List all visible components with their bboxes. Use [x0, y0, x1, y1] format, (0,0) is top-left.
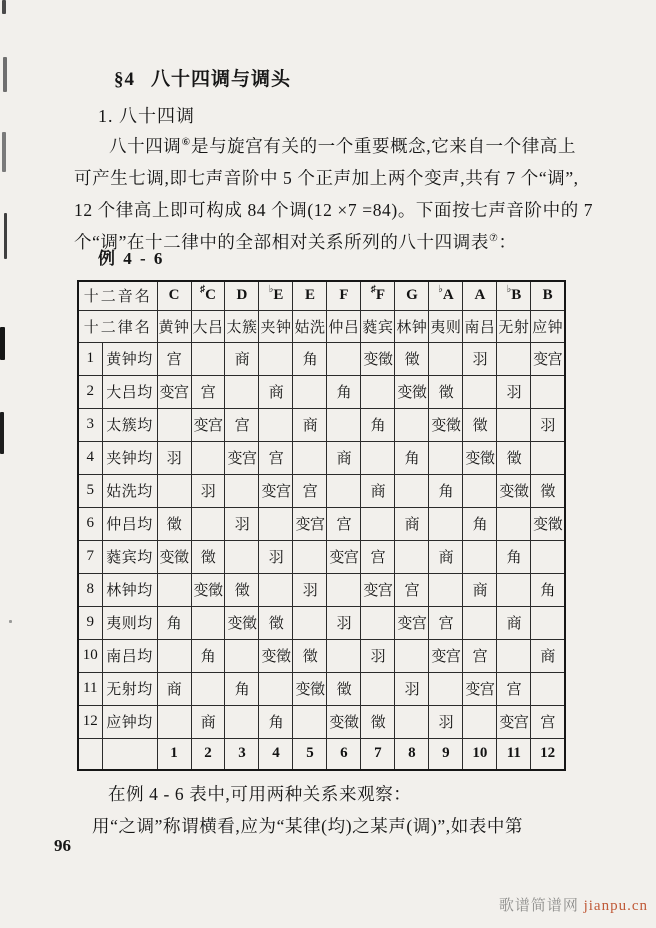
tone-cell: 变宫: [395, 606, 429, 639]
watermark-site-name: 歌谱简谱网: [498, 898, 579, 914]
tone-cell: [531, 672, 565, 705]
scan-artifact: [0, 412, 4, 454]
tone-cell: [259, 573, 293, 606]
lv-name-cell: 夷则均: [102, 606, 157, 639]
tone-cell: [361, 375, 395, 408]
pitch-name-cell: F: [327, 281, 361, 310]
lv-row: [78, 672, 565, 705]
tone-cell: 变宫: [293, 507, 327, 540]
lv-name-cell: 夹钟均: [102, 441, 157, 474]
tone-cell: [259, 507, 293, 540]
lv-name-cell: 太簇均: [102, 408, 157, 441]
lv-name-header-cell: 无射: [497, 310, 531, 342]
tone-cell: 宫: [497, 672, 531, 705]
tone-cell: 角: [463, 507, 497, 540]
tone-cell: 变宫: [259, 474, 293, 507]
tone-cell: 变徵: [395, 375, 429, 408]
footer-number-cell: 7: [361, 738, 395, 770]
footer-number-cell: 5: [293, 738, 327, 770]
scan-artifact: [2, 0, 6, 14]
tone-cell: [157, 705, 191, 738]
row-number-cell: 12: [78, 705, 102, 738]
tone-cell: [157, 474, 191, 507]
lv-row: [78, 639, 565, 672]
paragraph-line: 12 个律高上即可构成 84 个调(12 ×7 =84)。下面按七声音阶中的 7: [74, 200, 594, 220]
watermark: [499, 894, 648, 915]
pitch-name-cell: ♭E: [259, 281, 293, 310]
row-number-cell: 9: [78, 606, 102, 639]
lv-name-header-cell: 蕤宾: [361, 310, 395, 342]
lv-row: [78, 540, 565, 573]
example-label: 例 4 - 6: [98, 249, 165, 268]
tone-cell: [225, 639, 259, 672]
row-number-cell: 4: [78, 441, 102, 474]
tone-cell: 变徵: [157, 540, 191, 573]
lv-name-header-cell: 大吕: [191, 310, 225, 342]
lv-name-header-cell: 南吕: [463, 310, 497, 342]
tone-cell: 变宫: [191, 408, 225, 441]
tone-cell: 商: [361, 474, 395, 507]
tone-cell: 宫: [361, 540, 395, 573]
tone-cell: 变宫: [497, 705, 531, 738]
section-heading: [114, 64, 291, 91]
pitch-names-row: [78, 281, 565, 310]
tone-cell: [531, 441, 565, 474]
tone-cell: [395, 408, 429, 441]
tone-cell: [327, 639, 361, 672]
lv-name-cell: 仲吕均: [102, 507, 157, 540]
tone-cell: [497, 342, 531, 375]
footer-number-cell: 12: [531, 738, 565, 770]
lv-row: [78, 342, 565, 375]
tone-cell: [395, 474, 429, 507]
footer-empty-cell: [78, 738, 102, 770]
row-number-cell: 1: [78, 342, 102, 375]
tone-cell: 角: [259, 705, 293, 738]
row-number-cell: 3: [78, 408, 102, 441]
tone-cell: 变宫: [463, 672, 497, 705]
tone-cell: 羽: [463, 342, 497, 375]
tone-cell: 徵: [259, 606, 293, 639]
tone-cell: 角: [191, 639, 225, 672]
tone-cell: 角: [361, 408, 395, 441]
tone-cell: [327, 342, 361, 375]
lv-names-row: [78, 310, 565, 342]
tone-cell: 角: [395, 441, 429, 474]
tone-cell: 宫: [259, 441, 293, 474]
tone-cell: 变徵: [327, 705, 361, 738]
row-number-cell: 10: [78, 639, 102, 672]
tone-cell: [361, 507, 395, 540]
tone-cell: 角: [225, 672, 259, 705]
lv-name-cell: 大吕均: [102, 375, 157, 408]
tone-cell: 羽: [327, 606, 361, 639]
tone-cell: 徵: [225, 573, 259, 606]
tone-cell: [429, 441, 463, 474]
observation-line-2: 用“之调”称谓横看,应为“某律(均)之某声(调)”,如表中第: [92, 816, 524, 836]
tone-cell: 宫: [225, 408, 259, 441]
section-number: §4: [114, 69, 135, 90]
tone-cell: 角: [429, 474, 463, 507]
tone-cell: [361, 441, 395, 474]
tone-cell: [293, 540, 327, 573]
tone-cell: [361, 672, 395, 705]
tone-cell: [327, 408, 361, 441]
tone-cell: 羽: [429, 705, 463, 738]
tone-cell: [225, 375, 259, 408]
tone-cell: [429, 573, 463, 606]
tone-cell: 徵: [293, 639, 327, 672]
tone-cell: 商: [293, 408, 327, 441]
tone-cell: [429, 507, 463, 540]
tone-cell: 宫: [191, 375, 225, 408]
row-number-cell: 2: [78, 375, 102, 408]
pitch-name-cell: ♭A: [429, 281, 463, 310]
lv-name-cell: 林钟均: [102, 573, 157, 606]
tone-cell: 徵: [429, 375, 463, 408]
lv-row: [78, 705, 565, 738]
tone-cell: [191, 672, 225, 705]
lv-row: [78, 573, 565, 606]
tone-cell: [463, 375, 497, 408]
tone-cell: [531, 540, 565, 573]
tone-cell: [327, 474, 361, 507]
tone-cell: 徵: [191, 540, 225, 573]
pitch-name-cell: E: [293, 281, 327, 310]
tone-cell: [395, 540, 429, 573]
tone-cell: 徵: [157, 507, 191, 540]
tone-cell: 商: [225, 342, 259, 375]
tone-cell: [327, 573, 361, 606]
tone-cell: [157, 408, 191, 441]
footer-number-cell: 1: [157, 738, 191, 770]
scan-artifact: [2, 132, 6, 172]
pitch-name-cell: G: [395, 281, 429, 310]
tone-cell: 变宫: [531, 342, 565, 375]
table-body: [78, 281, 565, 770]
lv-name-cell: 黄钟均: [102, 342, 157, 375]
tone-cell: 商: [531, 639, 565, 672]
row-number-cell: 8: [78, 573, 102, 606]
tone-cell: 羽: [293, 573, 327, 606]
lv-name-cell: 应钟均: [102, 705, 157, 738]
tone-cell: [191, 507, 225, 540]
tone-cell: 徵: [531, 474, 565, 507]
tone-cell: [497, 639, 531, 672]
tone-cell: 角: [157, 606, 191, 639]
tone-cell: 羽: [497, 375, 531, 408]
pitch-row-label: 十二音名: [78, 281, 157, 310]
tone-cell: 商: [327, 441, 361, 474]
tone-cell: 变宫: [157, 375, 191, 408]
tone-cell: 商: [191, 705, 225, 738]
tone-cell: [497, 507, 531, 540]
tone-cell: [157, 573, 191, 606]
pitch-name-cell: ♯F: [361, 281, 395, 310]
tone-cell: 变徵: [531, 507, 565, 540]
lv-name-header-cell: 林钟: [395, 310, 429, 342]
tone-cell: 角: [293, 342, 327, 375]
tone-cell: 变徵: [361, 342, 395, 375]
pitch-name-cell: ♯C: [191, 281, 225, 310]
lv-name-header-cell: 应钟: [531, 310, 565, 342]
tones-table: [77, 280, 566, 771]
lv-name-header-cell: 夹钟: [259, 310, 293, 342]
tone-cell: 羽: [225, 507, 259, 540]
tone-cell: 商: [497, 606, 531, 639]
tone-cell: 羽: [531, 408, 565, 441]
tone-cell: 羽: [191, 474, 225, 507]
tone-cell: [429, 342, 463, 375]
lv-row: [78, 474, 565, 507]
tone-cell: 商: [463, 573, 497, 606]
tone-cell: 变徵: [429, 408, 463, 441]
tone-cell: [191, 342, 225, 375]
footer-number-cell: 9: [429, 738, 463, 770]
tone-cell: [463, 474, 497, 507]
row-number-cell: 5: [78, 474, 102, 507]
tone-cell: 变徵: [191, 573, 225, 606]
page-number: 96: [54, 836, 71, 855]
footer-number-cell: 2: [191, 738, 225, 770]
intro-paragraph: [74, 130, 594, 258]
tone-cell: 变徵: [293, 672, 327, 705]
tone-cell: 羽: [361, 639, 395, 672]
tone-cell: [225, 474, 259, 507]
tone-cell: [293, 375, 327, 408]
row-number-cell: 6: [78, 507, 102, 540]
tone-cell: 宫: [327, 507, 361, 540]
tone-cell: 变宫: [429, 639, 463, 672]
lv-name-header-cell: 姑洗: [293, 310, 327, 342]
lv-name-cell: 蕤宾均: [102, 540, 157, 573]
tone-cell: 徵: [327, 672, 361, 705]
tone-cell: 变宫: [327, 540, 361, 573]
pitch-name-cell: ♭B: [497, 281, 531, 310]
scan-artifact: [0, 327, 5, 360]
tone-cell: 羽: [157, 441, 191, 474]
tone-cell: [259, 408, 293, 441]
tone-cell: [259, 672, 293, 705]
tone-cell: [225, 705, 259, 738]
tone-cell: [497, 408, 531, 441]
tone-cell: [429, 672, 463, 705]
footer-empty-cell: [102, 738, 157, 770]
tone-cell: 宫: [463, 639, 497, 672]
footer-number-cell: 6: [327, 738, 361, 770]
tone-cell: [463, 606, 497, 639]
tone-cell: 宫: [429, 606, 463, 639]
tone-cell: [463, 705, 497, 738]
scan-artifact: [3, 57, 7, 92]
lv-row: [78, 408, 565, 441]
tone-cell: [225, 540, 259, 573]
observation-line-1: 在例 4 - 6 表中,可用两种关系来观察：: [108, 784, 412, 804]
tone-cell: [531, 375, 565, 408]
lv-row: [78, 507, 565, 540]
tone-cell: 徵: [463, 408, 497, 441]
paragraph-line: 个“调”在十二律中的全部相对关系所列的八十四调表⑦：: [74, 232, 517, 252]
tone-cell: 宫: [531, 705, 565, 738]
tone-cell: [293, 441, 327, 474]
tone-cell: 变宫: [225, 441, 259, 474]
lv-row: [78, 606, 565, 639]
scan-artifact: [9, 620, 12, 623]
tone-cell: 商: [259, 375, 293, 408]
tone-cell: 变宫: [361, 573, 395, 606]
tone-cell: 变徵: [463, 441, 497, 474]
footer-number-cell: 4: [259, 738, 293, 770]
footer-number-cell: 11: [497, 738, 531, 770]
tone-cell: [259, 342, 293, 375]
lv-name-header-cell: 黄钟: [157, 310, 191, 342]
pitch-name-cell: B: [531, 281, 565, 310]
lv-name-header-cell: 太簇: [225, 310, 259, 342]
tone-cell: 宫: [395, 573, 429, 606]
tone-cell: [395, 639, 429, 672]
row-number-cell: 11: [78, 672, 102, 705]
pitch-name-cell: D: [225, 281, 259, 310]
tone-cell: 变徵: [259, 639, 293, 672]
tone-cell: 羽: [395, 672, 429, 705]
lv-row-label: 十二律名: [78, 310, 157, 342]
tone-cell: 徵: [361, 705, 395, 738]
tone-cell: [497, 573, 531, 606]
tone-cell: 变徵: [225, 606, 259, 639]
tone-cell: [191, 441, 225, 474]
tone-cell: 商: [395, 507, 429, 540]
pitch-name-cell: A: [463, 281, 497, 310]
tone-cell: [293, 606, 327, 639]
tone-cell: 角: [531, 573, 565, 606]
lv-name-cell: 南吕均: [102, 639, 157, 672]
row-number-cell: 7: [78, 540, 102, 573]
scan-artifact: [4, 213, 7, 259]
tone-cell: [157, 639, 191, 672]
lv-row: [78, 441, 565, 474]
tone-cell: 徵: [395, 342, 429, 375]
section-title: 八十四调与调头: [151, 69, 292, 90]
lv-name-cell: 姑洗均: [102, 474, 157, 507]
tone-cell: [293, 705, 327, 738]
tone-cell: [531, 606, 565, 639]
tone-cell: 徵: [497, 441, 531, 474]
tone-cell: 羽: [259, 540, 293, 573]
sub-heading: 1. 八十四调: [98, 106, 195, 126]
footer-number-cell: 3: [225, 738, 259, 770]
lv-row: [78, 375, 565, 408]
footer-number-cell: 10: [463, 738, 497, 770]
paragraph-line: 可产生七调,即七声音阶中 5 个正声加上两个变声,共有 7 个“调”,: [74, 168, 579, 188]
paragraph-line: 八十四调⑥是与旋宫有关的一个重要概念,它来自一个律高上: [109, 136, 577, 156]
tone-cell: [463, 540, 497, 573]
tone-cell: 宫: [157, 342, 191, 375]
tone-cell: 商: [429, 540, 463, 573]
tone-cell: 宫: [293, 474, 327, 507]
tone-cell: 角: [327, 375, 361, 408]
tone-cell: 变徵: [497, 474, 531, 507]
watermark-site-url: jianpu.cn: [583, 898, 648, 914]
lv-name-header-cell: 夷则: [429, 310, 463, 342]
footer-number-cell: 8: [395, 738, 429, 770]
tone-cell: 商: [157, 672, 191, 705]
tone-cell: [191, 606, 225, 639]
footer-numbers-row: [78, 738, 565, 770]
tone-cell: [395, 705, 429, 738]
pitch-name-cell: C: [157, 281, 191, 310]
tone-cell: 角: [497, 540, 531, 573]
lv-name-header-cell: 仲吕: [327, 310, 361, 342]
lv-name-cell: 无射均: [102, 672, 157, 705]
tone-cell: [361, 606, 395, 639]
